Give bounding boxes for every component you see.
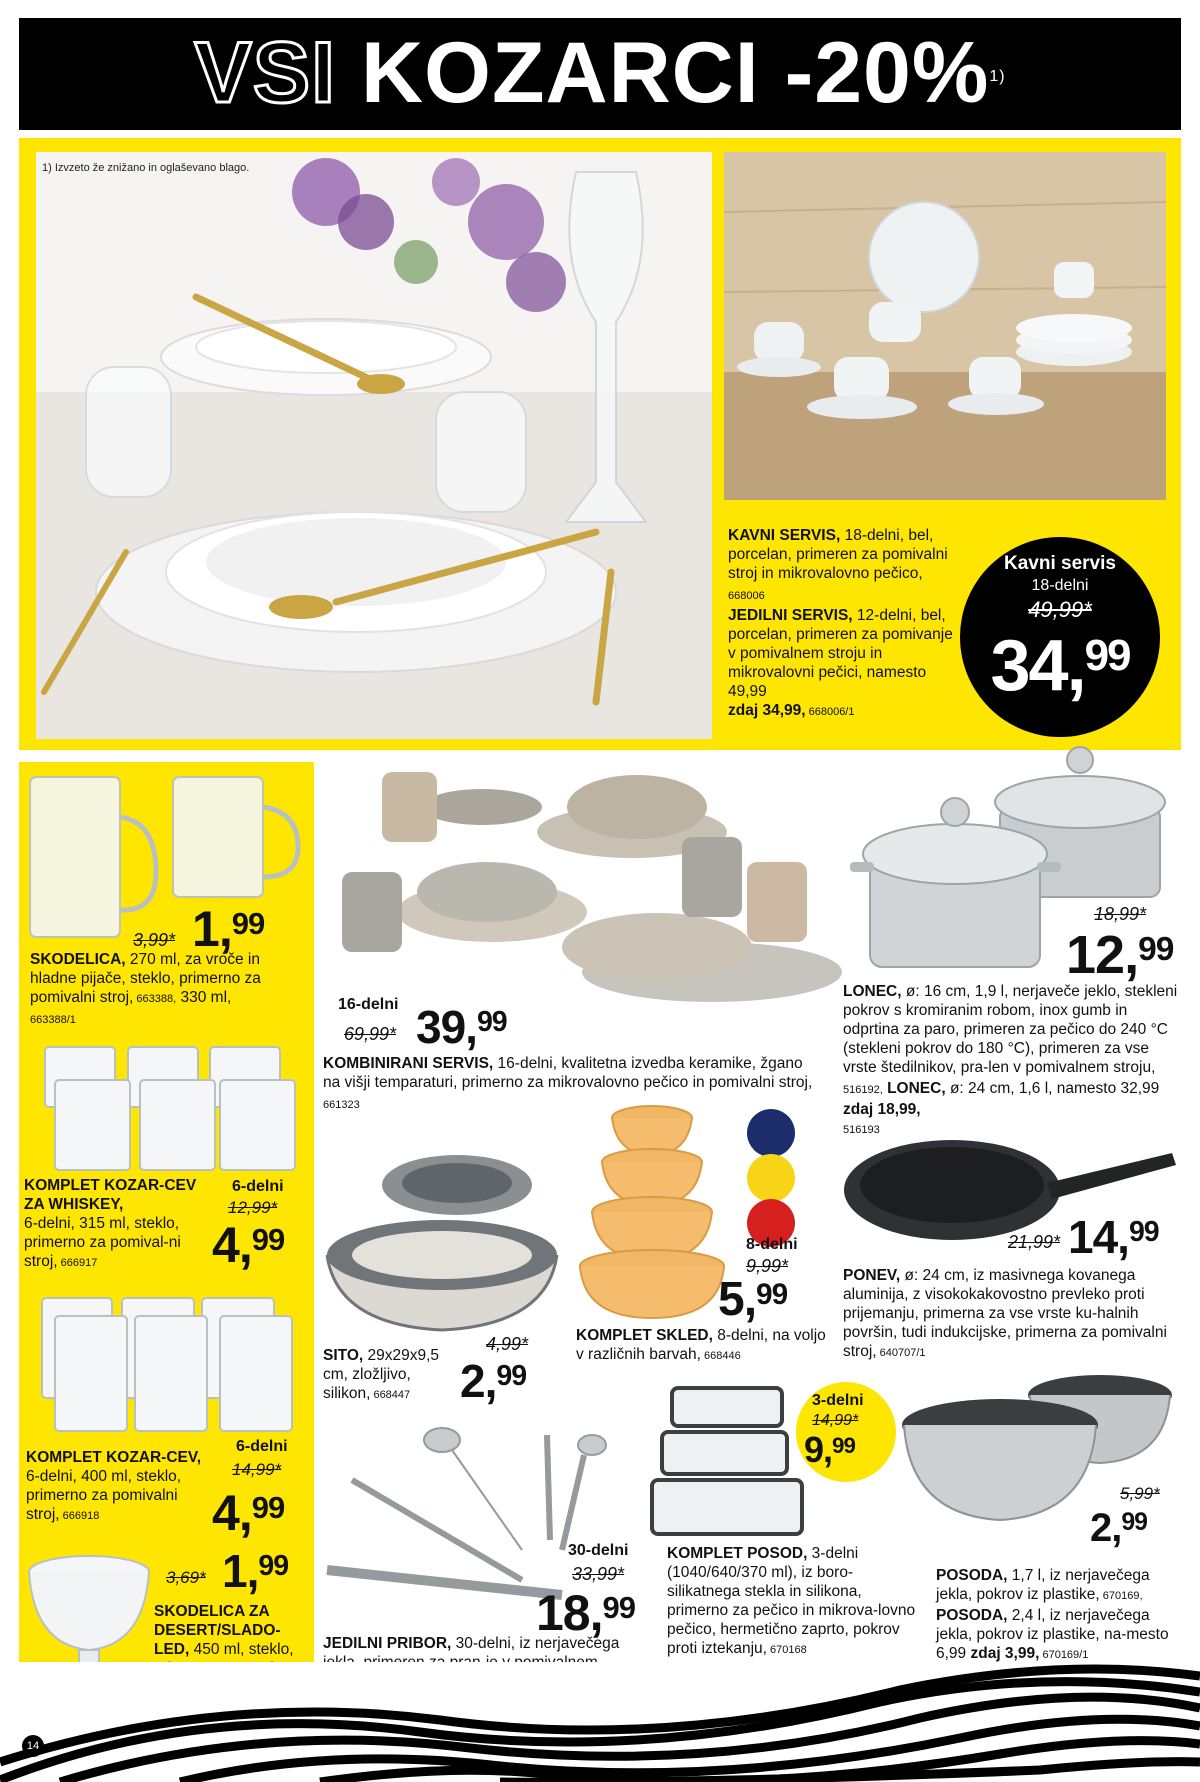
sito-price-dec: 99: [496, 1359, 527, 1392]
kombinirani-name: KOMBINIRANI SERVIS,: [323, 1055, 494, 1072]
kozarcev-old-price: [232, 1460, 281, 1480]
skodelica-price-int: 1: [192, 901, 219, 957]
kavni-servis-description: [728, 526, 953, 722]
lonec-price-int: 12: [1066, 925, 1125, 985]
posoda-description: [936, 1566, 1182, 1665]
ponev-price: 14,99: [1068, 1211, 1159, 1263]
skodelica-glasses-image: [28, 772, 308, 942]
pribor-pieces: 30-delni: [568, 1542, 629, 1559]
posoda-price: 2,99: [1090, 1506, 1147, 1550]
whiskey-price-int: 4: [212, 1217, 239, 1273]
sito-name: SITO,: [323, 1347, 364, 1364]
pribor-old-price: [572, 1564, 624, 1585]
kozarcev-name: KOMPLET KOZAR-CEV,: [26, 1449, 202, 1466]
posod-price-dec: 99: [832, 1433, 855, 1459]
posod-name: KOMPLET POSOD,: [667, 1545, 808, 1562]
lonec-now-price: zdaj 18,99,: [843, 1101, 921, 1118]
ponev-price-int: 14: [1068, 1211, 1118, 1263]
sito-old-price-text: 4,99*: [486, 1334, 529, 1354]
lonec-code: 516192,: [843, 1084, 883, 1096]
kozarcev-glasses-image: [40, 1296, 300, 1436]
kavni-servis-price-badge: [960, 537, 1160, 737]
jedilni-servis-now-price: zdaj 34,99,: [728, 702, 806, 719]
badge-title: Kavni servis: [1004, 553, 1116, 574]
kombinirani-pieces: 16-delni: [338, 996, 399, 1013]
kozarcev-pieces: 6-delni: [236, 1438, 288, 1455]
skled-description: [576, 1326, 826, 1366]
posoda-now-price: zdaj 3,99,: [966, 1645, 1040, 1662]
desert-old-price-text: 3,69*: [166, 1568, 206, 1587]
skled-price-int: 5: [718, 1273, 744, 1326]
kombinirani-text: 16-delni, kvalitetna izvedba keramike, žgano na višji temparaturi, primerno za mikrovalovno pečico in pomivalni stroj,: [323, 1055, 813, 1091]
posoda-old-price: [1120, 1484, 1160, 1504]
skodelica-text: 270 ml, za vroče in hladne pijače, steklo, primerno za pomivalni stroj,: [30, 951, 261, 1006]
kombinirani-price-dec: 99: [476, 1005, 507, 1038]
posod-price-int: 9: [804, 1429, 824, 1470]
skodelica-code2: 663388/1: [30, 1014, 76, 1026]
header-title-rest: KOZARCI -20%: [336, 25, 990, 121]
posod-pieces: 3-delni: [812, 1392, 864, 1409]
header-footnote-mark: 1): [989, 68, 1006, 85]
sito-image: [322, 1135, 562, 1345]
sito-code: 668447: [370, 1389, 411, 1401]
kombinirani-price-int: 39: [416, 1001, 466, 1053]
header-banner: [19, 18, 1181, 130]
kozarcev-code: 666918: [59, 1510, 100, 1522]
skodelica-text2: 330 ml,: [176, 989, 232, 1006]
kavni-servis-text: 18-delni, bel, porcelan, primeren za pomivalni stroj in mikrovalovno pečico,: [728, 527, 948, 582]
ponev-name: PONEV,: [843, 1267, 901, 1284]
skled-old-price-text: 9,99*: [746, 1256, 789, 1276]
posod-price: 9,99: [804, 1429, 855, 1470]
pribor-price: 18,99: [536, 1585, 636, 1641]
whiskey-glasses-image: [40, 1045, 300, 1175]
pribor-price-dec: 99: [602, 1590, 636, 1626]
posoda-code2: 670169/1: [1039, 1649, 1089, 1661]
jedilni-servis-text: 12-delni, bel, porcelan, primeren za pomivanje v pomivalnem stroju in mikrovalovni pečici, namesto 49,99: [728, 607, 953, 700]
whiskey-price: 4,99: [212, 1217, 285, 1273]
posoda-text: 1,7 l, iz nerjavečega jekla, pokrov iz plastike,: [936, 1567, 1150, 1603]
badge-old-price: 49,99*: [1028, 597, 1092, 622]
badge-subtitle: 18-delni: [1031, 577, 1089, 594]
kombinirani-old-price: [344, 1024, 396, 1045]
kozarcev-price: 4,99: [212, 1485, 285, 1541]
badge-price-int: 34: [990, 626, 1067, 706]
skled-pieces: 8-delni: [746, 1236, 798, 1253]
skled-price: 5,99: [718, 1273, 788, 1326]
ponev-price-dec: 99: [1128, 1215, 1159, 1248]
posod-image: [648, 1380, 818, 1540]
skodelica-description: [30, 950, 302, 1030]
lonec-old-price-text: 18,99*: [1094, 904, 1147, 924]
sito-text: 29x29x9,5 cm, zložljivo, silikon,: [323, 1347, 440, 1402]
lonec-name2: LONEC,: [882, 1080, 946, 1097]
kombinirani-code: 661323: [323, 1099, 360, 1111]
kozarcev-price-dec: 99: [251, 1490, 285, 1526]
posoda-name2: POSODA,: [936, 1607, 1008, 1624]
page-number: 14: [22, 1735, 44, 1757]
jedilni-servis-code: 668006/1: [805, 706, 855, 718]
skodelica-old-price: [133, 930, 175, 951]
skled-code: 668446: [700, 1350, 741, 1362]
lonec-old-price: [1094, 904, 1146, 925]
desert-price: 1,99: [222, 1545, 289, 1597]
zebra-wave-decoration: [0, 1662, 1200, 1782]
kombinirani-old-price-text: 69,99*: [344, 1024, 397, 1044]
kombinirani-servis-image: [322, 762, 842, 1002]
whiskey-name: KOMPLET KOZAR-CEV ZA WHISKEY,: [24, 1177, 197, 1213]
ponev-old-price: [1008, 1232, 1060, 1253]
skodelica-name: SKODELICA,: [30, 951, 126, 968]
skled-color-swatches: [744, 1108, 798, 1248]
kombinirani-price: 39,99: [416, 1001, 507, 1053]
sito-description: [323, 1346, 457, 1405]
badge-price-dec: 99: [1084, 631, 1130, 680]
skled-name: KOMPLET SKLED,: [576, 1327, 713, 1344]
kavni-servis-code: 668006: [728, 590, 765, 602]
kozarcev-text: 6-delni, 400 ml, steklo, primerno za pomivalni stroj,: [26, 1468, 182, 1523]
whiskey-old-price: [228, 1198, 277, 1218]
desert-price-dec: 99: [258, 1549, 289, 1582]
skodelica-code: 663388,: [133, 993, 177, 1005]
lonec-text2: ø: 24 cm, 1,6 l, namesto 32,99: [945, 1080, 1160, 1097]
skodelica-old-price-text: 3,99*: [133, 930, 176, 950]
whiskey-code: 666917: [57, 1257, 98, 1269]
posoda-old-price-text: 5,99*: [1120, 1484, 1160, 1503]
posod-description: [667, 1544, 917, 1660]
pribor-old-price-text: 33,99*: [572, 1564, 625, 1584]
lonec-code2: 516193: [843, 1124, 880, 1136]
posoda-price-dec: 99: [1121, 1509, 1147, 1537]
kavni-servis-name: KAVNI SERVIS,: [728, 527, 841, 544]
sito-old-price: [486, 1334, 528, 1355]
whiskey-pieces: 6-delni: [232, 1178, 284, 1195]
lonec-price-dec: 99: [1138, 930, 1174, 968]
whiskey-description: [24, 1176, 200, 1273]
skled-price-dec: 99: [756, 1278, 788, 1312]
skodelica-price-dec: 99: [231, 906, 265, 942]
lonec-price: 12,99: [1066, 925, 1174, 985]
header-title: [19, 25, 1181, 121]
ponev-description: [843, 1266, 1181, 1363]
posoda-price-int: 2: [1090, 1506, 1112, 1550]
ponev-text: ø: 24 cm, iz masivnega kovanega aluminija, z visokokakovostno prevleko proti prijemanju, primerna za vse vrste ku-halnih površin, tudi indukcijske, primerna za pomivalni stroj,: [843, 1267, 1167, 1360]
posoda-name: POSODA,: [936, 1567, 1008, 1584]
lonec-name: LONEC,: [843, 983, 902, 1000]
pribor-name: JEDILNI PRIBOR,: [323, 1635, 452, 1652]
whiskey-price-dec: 99: [251, 1222, 285, 1258]
kozarcev-description: [26, 1448, 212, 1526]
lonec-description: [843, 982, 1181, 1140]
posoda-code: 670169,: [1099, 1590, 1143, 1602]
desert-name: SKODELICA ZA DESERT/SLADO-LED,: [154, 1603, 281, 1658]
skled-image: [572, 1100, 732, 1320]
desert-text: 450 ml, steklo,: [193, 1641, 294, 1658]
desert-old-price: [166, 1568, 206, 1588]
whiskey-old-price-text: 12,99*: [228, 1198, 278, 1217]
posod-old-price: [812, 1412, 858, 1430]
tableware-photo: [36, 152, 712, 739]
jedilni-servis-name: JEDILNI SERVIS,: [728, 607, 853, 624]
posod-code: 670168: [766, 1644, 807, 1656]
posod-old-price-text: 14,99*: [812, 1412, 859, 1429]
skodelica-price: 1,99: [192, 901, 265, 957]
kozarcev-price-int: 4: [212, 1485, 239, 1541]
ponev-old-price-text: 21,99*: [1008, 1232, 1061, 1252]
sito-price-int: 2: [460, 1355, 485, 1407]
posoda-text2: 2,4 l, iz nerjavečega jekla, pokrov iz plastike, na-mesto 6,99: [936, 1607, 1169, 1662]
pribor-price-int: 18: [536, 1585, 590, 1641]
desert-price-int: 1: [222, 1545, 247, 1597]
footnote: 1) Izvzeto že znižano in oglaševano blago.: [42, 162, 250, 174]
pribor-text: 30-delni, iz nerjavečega: [455, 1635, 620, 1652]
lonec-text: ø: 16 cm, 1,9 l, nerjaveče jeklo, stekleni pokrov s kromiranim robom, inox gumb in odprtina za paro, primeren za pečico do 240 °C (stekleni pokrov do 180 °C), primeren za vse vrste štedilnikov, pra-len v pomivalnem stroju,: [843, 983, 1178, 1076]
skled-text: 8-delni, na voljo v različnih barvah,: [576, 1327, 826, 1363]
badge-new-price: 34,99: [990, 626, 1130, 706]
sito-price: 2,99: [460, 1355, 527, 1407]
header-title-outline: VSI: [194, 25, 337, 121]
ponev-code: 640707/1: [876, 1347, 926, 1359]
posod-text: 3-delni (1040/640/370 ml), iz boro-silikatnega stekla in silikona, primerno za pečico in mikrova-lovno pečico, hermetično zaprto, pokrov proti iztekanju,: [667, 1545, 916, 1657]
whiskey-text: 6-delni, 315 ml, steklo, primerno za pomival-ni stroj,: [24, 1215, 181, 1270]
kozarcev-old-price-text: 14,99*: [232, 1460, 282, 1479]
coffee-set-photo: [724, 152, 1166, 500]
